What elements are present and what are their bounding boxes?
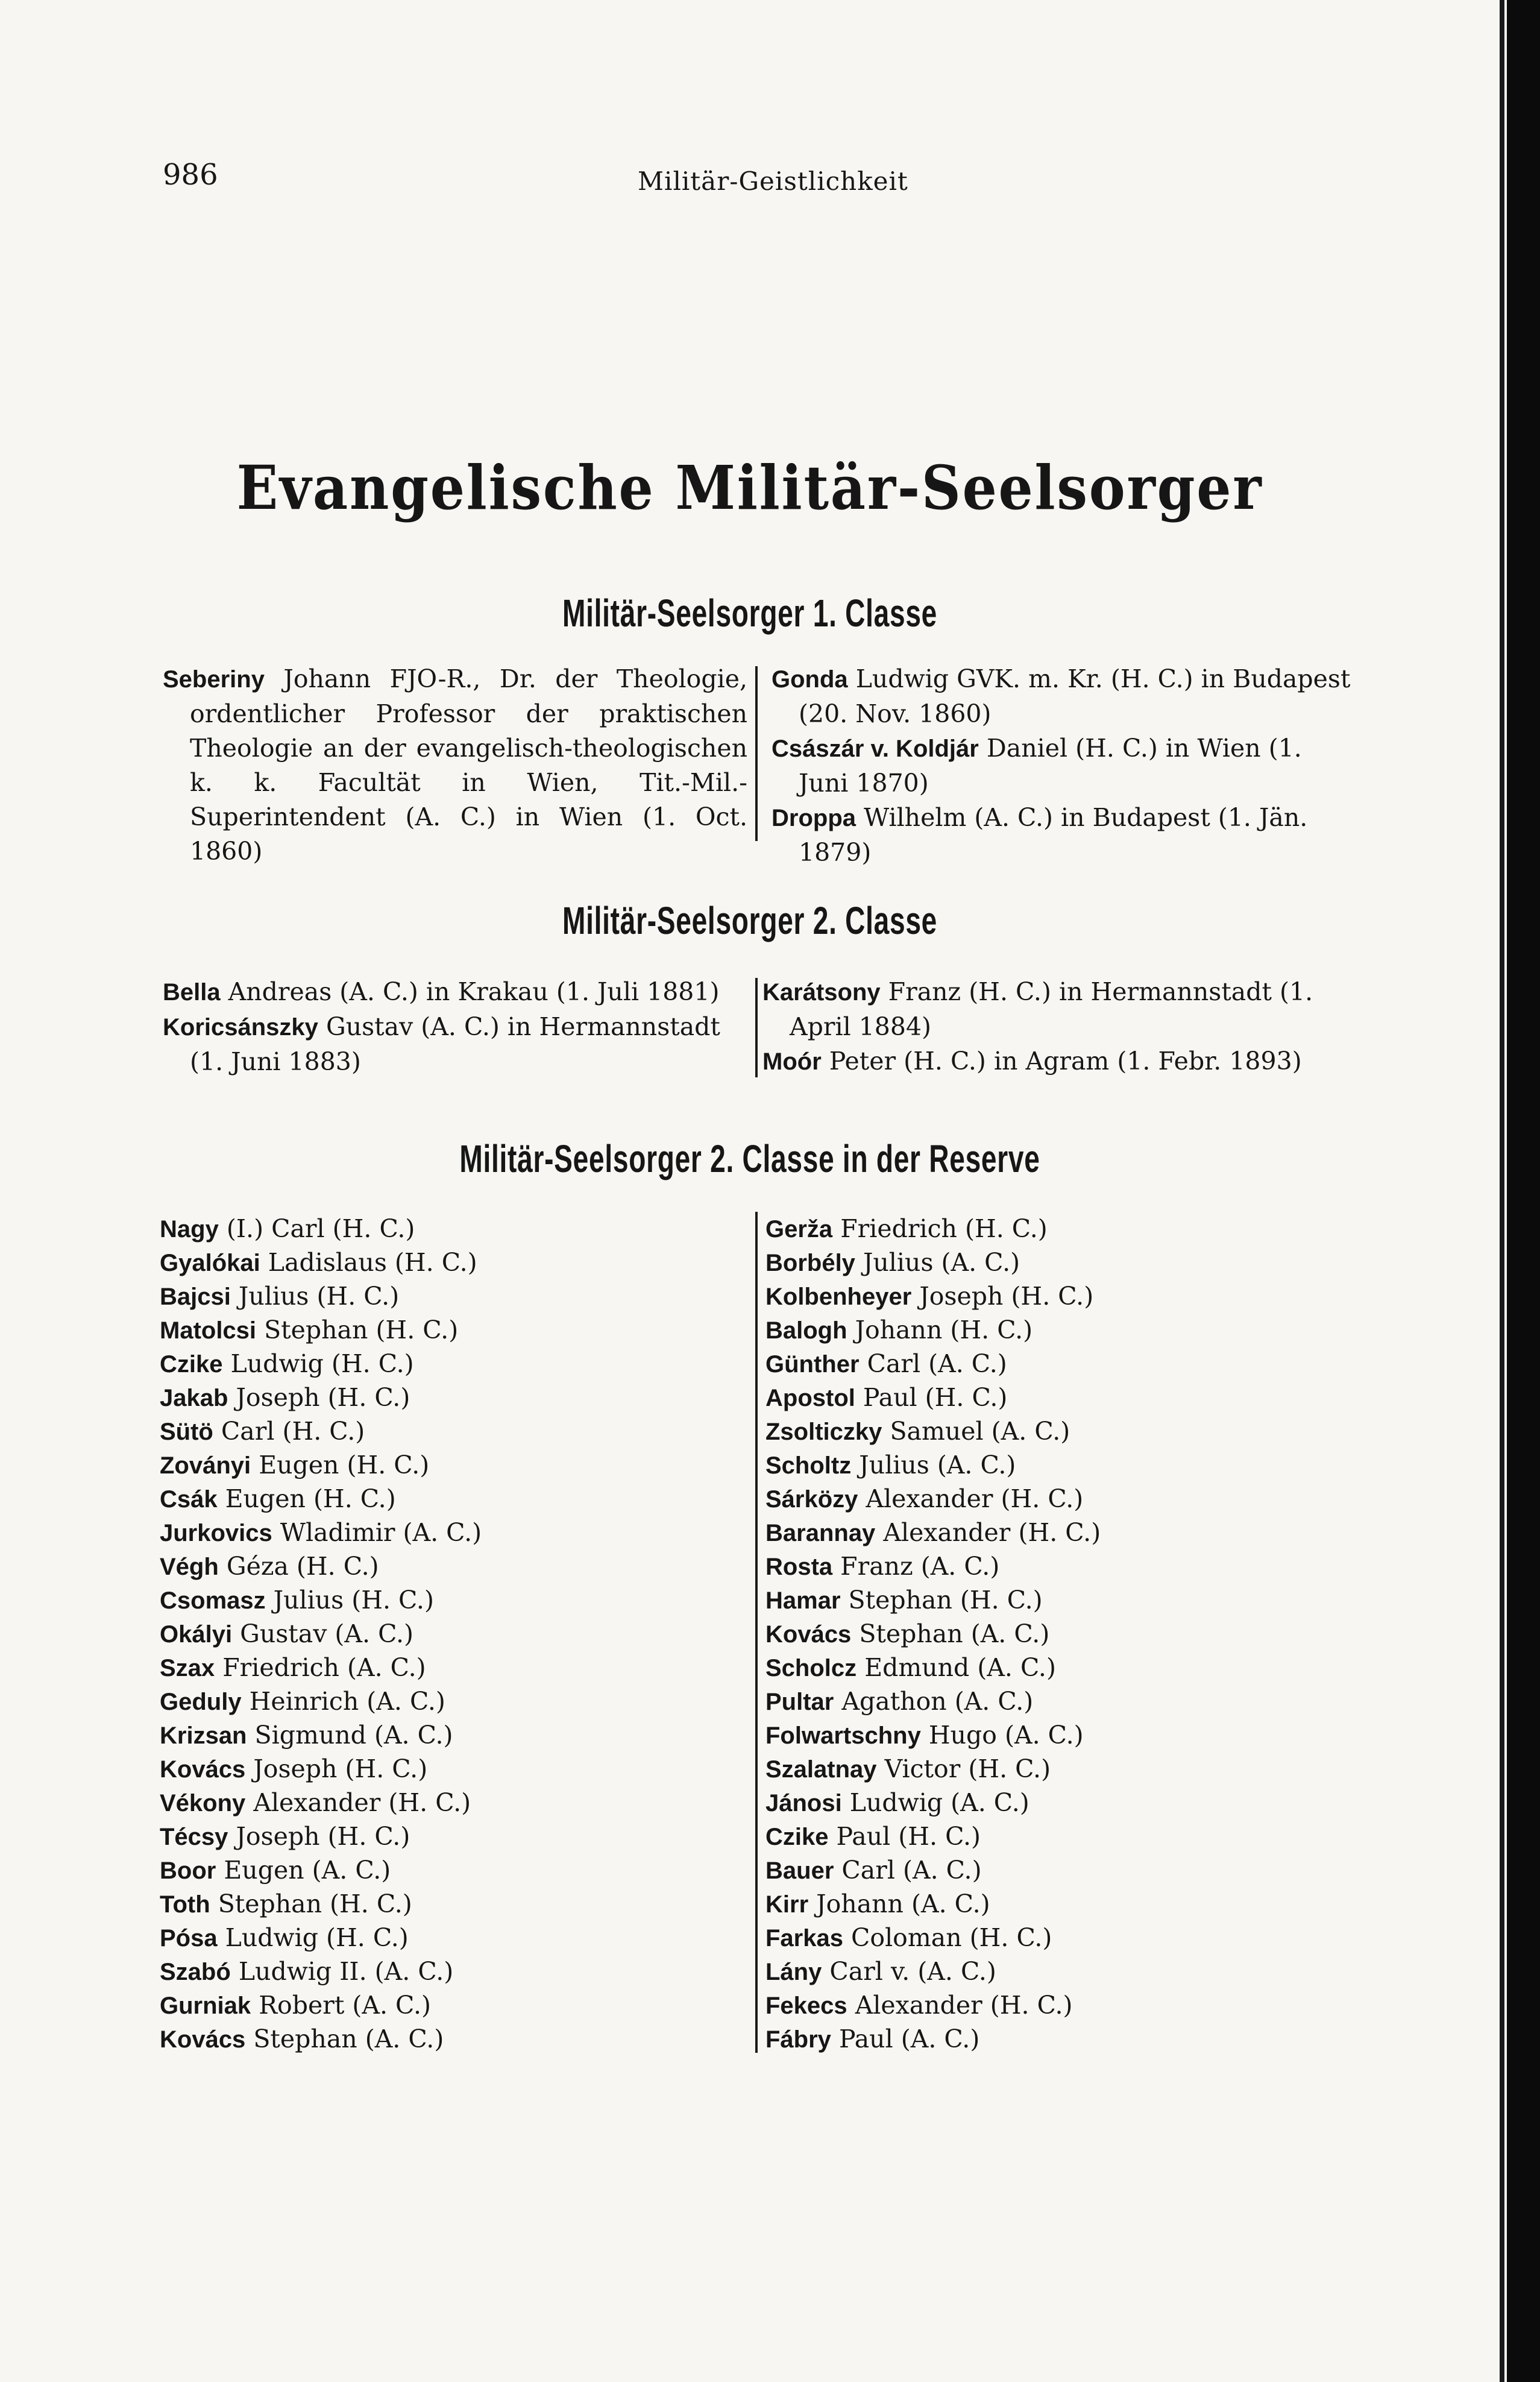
entry-details: Coloman (H. C.) (843, 1923, 1052, 1952)
entry-details: Peter (H. C.) in Agram (1. Febr. 1893) (821, 1047, 1302, 1076)
person-surname: Rosta (765, 1554, 833, 1580)
list-item (765, 1313, 1344, 1347)
person-surname: Karátsony (762, 979, 881, 1006)
person-surname: Vékony (160, 1790, 246, 1816)
column-divider (755, 1212, 758, 2053)
entry-details: Stephan (H. C.) (210, 1889, 412, 1918)
entry-details: Stephan (H. C.) (256, 1315, 459, 1344)
list-item (160, 1955, 738, 1988)
list-item (765, 1684, 1344, 1718)
first-class-left-column (163, 662, 747, 869)
list-item (160, 1482, 738, 1516)
page-number: 986 (163, 158, 218, 192)
entry-details: Ludwig (H. C.) (217, 1923, 409, 1952)
person-surname: Folwartschny (765, 1722, 921, 1749)
list-item (160, 1549, 738, 1583)
entry-details: Gustav (A. C.) (232, 1619, 414, 1648)
entry-details: Sigmund (A. C.) (247, 1721, 453, 1750)
entry-details: Joseph (H. C.) (228, 1822, 410, 1851)
person-surname: Gyalókai (160, 1250, 260, 1276)
list-item (765, 1414, 1344, 1448)
person-surname: Scholcz (765, 1655, 857, 1681)
person-surname: Szalatnay (765, 1756, 877, 1783)
list-item (765, 1617, 1344, 1651)
person-surname: Borbély (765, 1250, 855, 1276)
list-item (765, 1212, 1344, 1246)
list-item (160, 1246, 738, 1279)
entry-details: Joseph (H. C.) (245, 1754, 428, 1783)
entry-details: Andreas (A. C.) in Krakau (1. Juli 1881) (220, 977, 720, 1006)
list-item (765, 1279, 1344, 1313)
page-edge-line (1500, 0, 1504, 2382)
entry-details: Wilhelm (A. C.) in Budapest (1. Jän. 1879) (799, 803, 1308, 867)
entry-details: Franz (H. C.) in Hermannstadt (1. April 1884) (790, 977, 1313, 1041)
person-surname: Lány (765, 1959, 822, 1985)
person-surname: Csomasz (160, 1587, 266, 1614)
list-item (160, 1347, 738, 1381)
person-surname: Toth (160, 1891, 210, 1918)
list-item (160, 1786, 738, 1820)
section-heading-second-class: Militär-Seelsorger 2. Classe (562, 899, 938, 942)
entry-details: Johann FJO-R., Dr. der Theologie, ordentlicher Professor der praktischen Theologie an der evangelisch-theologischen k. k. Facultät in Wien, Tit.-Mil.-Superintendent (A. C.) in Wien (1. Oct. 1860) (190, 664, 747, 866)
list-item (163, 975, 747, 1010)
entry-details: Ladislaus (H. C.) (260, 1248, 477, 1277)
list-item (160, 1718, 738, 1752)
list-item (765, 1752, 1344, 1786)
list-item (765, 1246, 1344, 1279)
person-surname: Kirr (765, 1891, 809, 1918)
person-surname: Bajcsi (160, 1284, 231, 1310)
list-item (765, 1718, 1344, 1752)
second-class-left-column (163, 975, 747, 1079)
entry-details: Ludwig GVK. m. Kr. (H. C.) in Budapest (20. Nov. 1860) (799, 664, 1351, 728)
person-surname: Pósa (160, 1925, 218, 1952)
person-surname: Bauer (765, 1857, 834, 1884)
person-surname: Sárközy (765, 1486, 858, 1513)
person-surname: Jánosi (765, 1790, 842, 1816)
entry-details: Ludwig II. (A. C.) (230, 1957, 454, 1986)
entry-details: Joseph (H. C.) (228, 1383, 410, 1412)
person-surname: Zoványi (160, 1452, 251, 1479)
list-item (160, 1988, 738, 2022)
person-surname: Boor (160, 1857, 216, 1884)
entry-details: Carl v. (A. C.) (822, 1957, 996, 1986)
entry-details: Géza (H. C.) (218, 1552, 379, 1581)
entry-details: Carl (A. C.) (859, 1349, 1007, 1378)
list-item (772, 662, 1356, 731)
scan-border (1507, 0, 1540, 2382)
person-surname: Krizsan (160, 1722, 247, 1749)
entry-details: Carl (H. C.) (213, 1417, 365, 1446)
list-item (160, 1381, 738, 1414)
entry-details: Johann (A. C.) (808, 1889, 990, 1918)
list-item (765, 2022, 1344, 2056)
entry-details: Johann (H. C.) (847, 1315, 1033, 1344)
person-surname: Jurkovics (160, 1520, 272, 1546)
list-item (765, 1988, 1344, 2022)
list-item (765, 1482, 1344, 1516)
list-item (160, 1516, 738, 1549)
entry-details: Daniel (H. C.) in Wien (1. Juni 1870) (799, 734, 1302, 798)
list-item (160, 1752, 738, 1786)
list-item (765, 1921, 1344, 1955)
person-surname: Kovács (160, 1756, 246, 1783)
section-heading-reserve: Militär-Seelsorger 2. Classe in der Reserve (459, 1137, 1040, 1180)
person-surname: Farkas (765, 1925, 843, 1952)
list-item (163, 662, 747, 869)
reserve-left-column (160, 1212, 738, 2056)
entry-details: Friedrich (H. C.) (832, 1214, 1048, 1243)
entry-details: Wladimir (A. C.) (272, 1518, 482, 1547)
list-item (160, 2022, 738, 2056)
column-divider (755, 666, 758, 841)
person-surname: Nagy (160, 1216, 219, 1243)
list-item (762, 1044, 1359, 1079)
entry-details: Julius (A. C.) (855, 1248, 1020, 1277)
list-item (765, 1820, 1344, 1853)
person-surname: Csák (160, 1486, 218, 1513)
list-item (160, 1583, 738, 1617)
list-item (160, 1313, 738, 1347)
list-item (765, 1549, 1344, 1583)
reserve-right-column (765, 1212, 1344, 2056)
list-item (160, 1414, 738, 1448)
list-item (765, 1347, 1344, 1381)
entry-details: Hugo (A. C.) (920, 1721, 1084, 1750)
entry-details: Agathon (A. C.) (834, 1687, 1034, 1716)
person-surname: Fábry (765, 2026, 831, 2053)
person-surname: Barannay (765, 1520, 876, 1546)
entry-details: Edmund (A. C.) (856, 1653, 1056, 1682)
entry-details: Gustav (A. C.) in Hermannstadt (1. Juni 1883) (190, 1012, 720, 1076)
person-surname: Gonda (772, 666, 848, 693)
list-item (765, 1853, 1344, 1887)
person-surname: Czike (160, 1351, 223, 1378)
person-surname: Császár v. Koldjár (772, 736, 979, 762)
list-item (765, 1448, 1344, 1482)
entry-details: Julius (H. C.) (265, 1586, 434, 1615)
person-surname: Fekecs (765, 1993, 847, 2019)
entry-details: Stephan (A. C.) (245, 2024, 444, 2053)
person-surname: Kovács (160, 2026, 246, 2053)
entry-details: Alexander (H. C.) (245, 1788, 471, 1817)
entry-details: Friedrich (A. C.) (215, 1653, 426, 1682)
list-item (160, 1448, 738, 1482)
list-item (160, 1617, 738, 1651)
person-surname: Droppa (772, 805, 856, 831)
entry-details: Paul (A. C.) (831, 2024, 980, 2053)
entry-details: Heinrich (A. C.) (241, 1687, 445, 1716)
list-item (160, 1212, 738, 1246)
entry-details: Stephan (A. C.) (851, 1619, 1050, 1648)
person-surname: Günther (765, 1351, 860, 1378)
person-surname: Scholtz (765, 1452, 852, 1479)
entry-details: Alexander (H. C.) (847, 1991, 1073, 2020)
person-surname: Okályi (160, 1621, 233, 1648)
list-item (160, 1887, 738, 1921)
person-surname: Técsy (160, 1824, 228, 1850)
entry-details: Stephan (H. C.) (840, 1586, 1043, 1615)
person-surname: Szax (160, 1655, 215, 1681)
second-class-right-column (762, 975, 1359, 1079)
entry-details: Robert (A. C.) (251, 1991, 431, 2020)
entry-details: Ludwig (H. C.) (222, 1349, 414, 1378)
list-item (765, 1583, 1344, 1617)
person-surname: Koricsánszky (163, 1014, 318, 1041)
column-divider (755, 978, 758, 1077)
person-surname: Gerža (765, 1216, 833, 1243)
person-surname: Gurniak (160, 1993, 251, 2019)
entry-details: (I.) Carl (H. C.) (218, 1214, 415, 1243)
list-item (765, 1651, 1344, 1684)
person-surname: Matolcsi (160, 1317, 257, 1344)
entry-details: Alexander (H. C.) (875, 1518, 1101, 1547)
list-item (765, 1955, 1344, 1988)
list-item (762, 975, 1359, 1044)
entry-details: Julius (A. C.) (851, 1451, 1016, 1479)
entry-details: Eugen (H. C.) (217, 1484, 396, 1513)
person-surname: Balogh (765, 1317, 847, 1344)
list-item (765, 1887, 1344, 1921)
entry-details: Ludwig (A. C.) (841, 1788, 1029, 1817)
entry-details: Samuel (A. C.) (882, 1417, 1070, 1446)
entry-details: Victor (H. C.) (876, 1754, 1051, 1783)
person-surname: Kovács (765, 1621, 852, 1648)
person-surname: Apostol (765, 1385, 855, 1411)
list-item (772, 801, 1356, 870)
person-surname: Kolbenheyer (765, 1284, 912, 1310)
section-heading-first-class: Militär-Seelsorger 1. Classe (562, 591, 938, 635)
person-surname: Végh (160, 1554, 219, 1580)
entry-details: Paul (H. C.) (828, 1822, 981, 1851)
list-item (160, 1853, 738, 1887)
entry-details: Joseph (H. C.) (911, 1282, 1094, 1311)
person-surname: Czike (765, 1824, 829, 1850)
person-surname: Szabó (160, 1959, 231, 1985)
person-surname: Jakab (160, 1385, 228, 1411)
entry-details: Franz (A. C.) (832, 1552, 1000, 1581)
person-surname: Sütö (160, 1419, 213, 1445)
entry-details: Eugen (H. C.) (251, 1451, 430, 1479)
person-surname: Geduly (160, 1689, 242, 1715)
list-item (765, 1516, 1344, 1549)
person-surname: Moór (762, 1048, 822, 1075)
list-item (772, 731, 1356, 801)
entry-details: Alexander (H. C.) (858, 1484, 1084, 1513)
person-surname: Bella (163, 979, 221, 1006)
first-class-right-column (772, 662, 1356, 870)
entry-details: Julius (H. C.) (230, 1282, 400, 1311)
person-surname: Seberiny (163, 666, 265, 693)
person-surname: Hamar (765, 1587, 841, 1614)
list-item (765, 1786, 1344, 1820)
list-item (160, 1651, 738, 1684)
list-item (160, 1921, 738, 1955)
page-title: Evangelische Militär-Seelsorger (236, 452, 1263, 523)
running-head: Militär-Geistlichkeit (638, 166, 908, 196)
entry-details: Paul (H. C.) (855, 1383, 1008, 1412)
list-item (160, 1684, 738, 1718)
list-item (160, 1820, 738, 1853)
list-item (765, 1381, 1344, 1414)
entry-details: Carl (A. C.) (834, 1856, 982, 1885)
list-item (163, 1010, 747, 1079)
entry-details: Eugen (A. C.) (216, 1856, 391, 1885)
list-item (160, 1279, 738, 1313)
person-surname: Pultar (765, 1689, 834, 1715)
person-surname: Zsolticzky (765, 1419, 882, 1445)
